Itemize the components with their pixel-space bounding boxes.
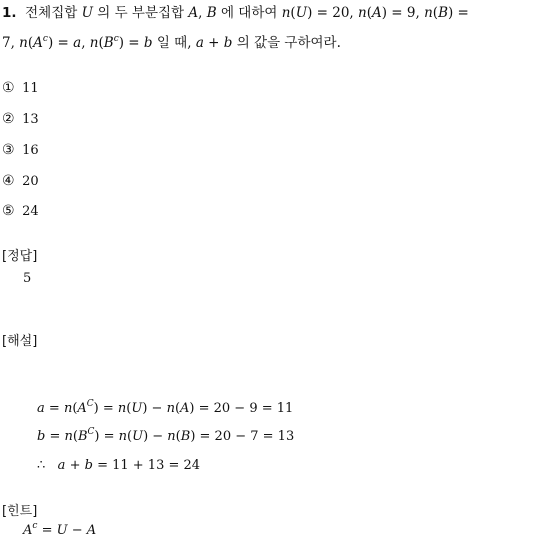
- choice-marker: ③: [2, 142, 15, 158]
- choice-marker: ⑤: [2, 203, 15, 219]
- choice-1[interactable]: [2, 80, 39, 96]
- hint-formula: $A^c = U - A$: [23, 521, 97, 538]
- question-line-2: 7, $n(A^c) = a$, $n(B^c) = b$ 일 때, a + b 의 값을 구하여라.: [2, 34, 341, 51]
- choice-value: 24: [22, 204, 39, 219]
- choice-3[interactable]: [2, 142, 39, 158]
- question-number: 1.: [2, 5, 17, 21]
- choice-value: 11: [22, 81, 39, 96]
- explanation-line-1: $a = n(A^C) = n(U) - n(A) = 20 - 9 = 11$: [37, 399, 294, 416]
- choice-value: 13: [22, 112, 39, 127]
- explanation-line-2: $b = n(B^C) = n(U) - n(B) = 20 - 7 = 13$: [37, 427, 295, 444]
- choice-value: 20: [22, 174, 39, 189]
- answer-value: 5: [23, 271, 32, 286]
- choice-marker: ①: [2, 80, 15, 96]
- question-line-1: 1. 전체집합 U 의 두 부분집합 A, B 에 대하여 n(U) = 20, n(A) = 9, n(B) =: [2, 5, 469, 21]
- choice-4[interactable]: [2, 173, 39, 189]
- choice-marker: ②: [2, 111, 15, 127]
- hint-label: [힌트]: [2, 504, 38, 519]
- choice-marker: ④: [2, 173, 15, 189]
- choice-2[interactable]: [2, 111, 39, 127]
- answer-label: [정답]: [2, 249, 38, 264]
- choice-5[interactable]: [2, 203, 39, 219]
- explanation-label: [해설]: [2, 334, 38, 349]
- explanation-line-3: ∴ a + b = 11 + 13 = 24: [37, 458, 201, 473]
- choice-value: 16: [22, 143, 39, 158]
